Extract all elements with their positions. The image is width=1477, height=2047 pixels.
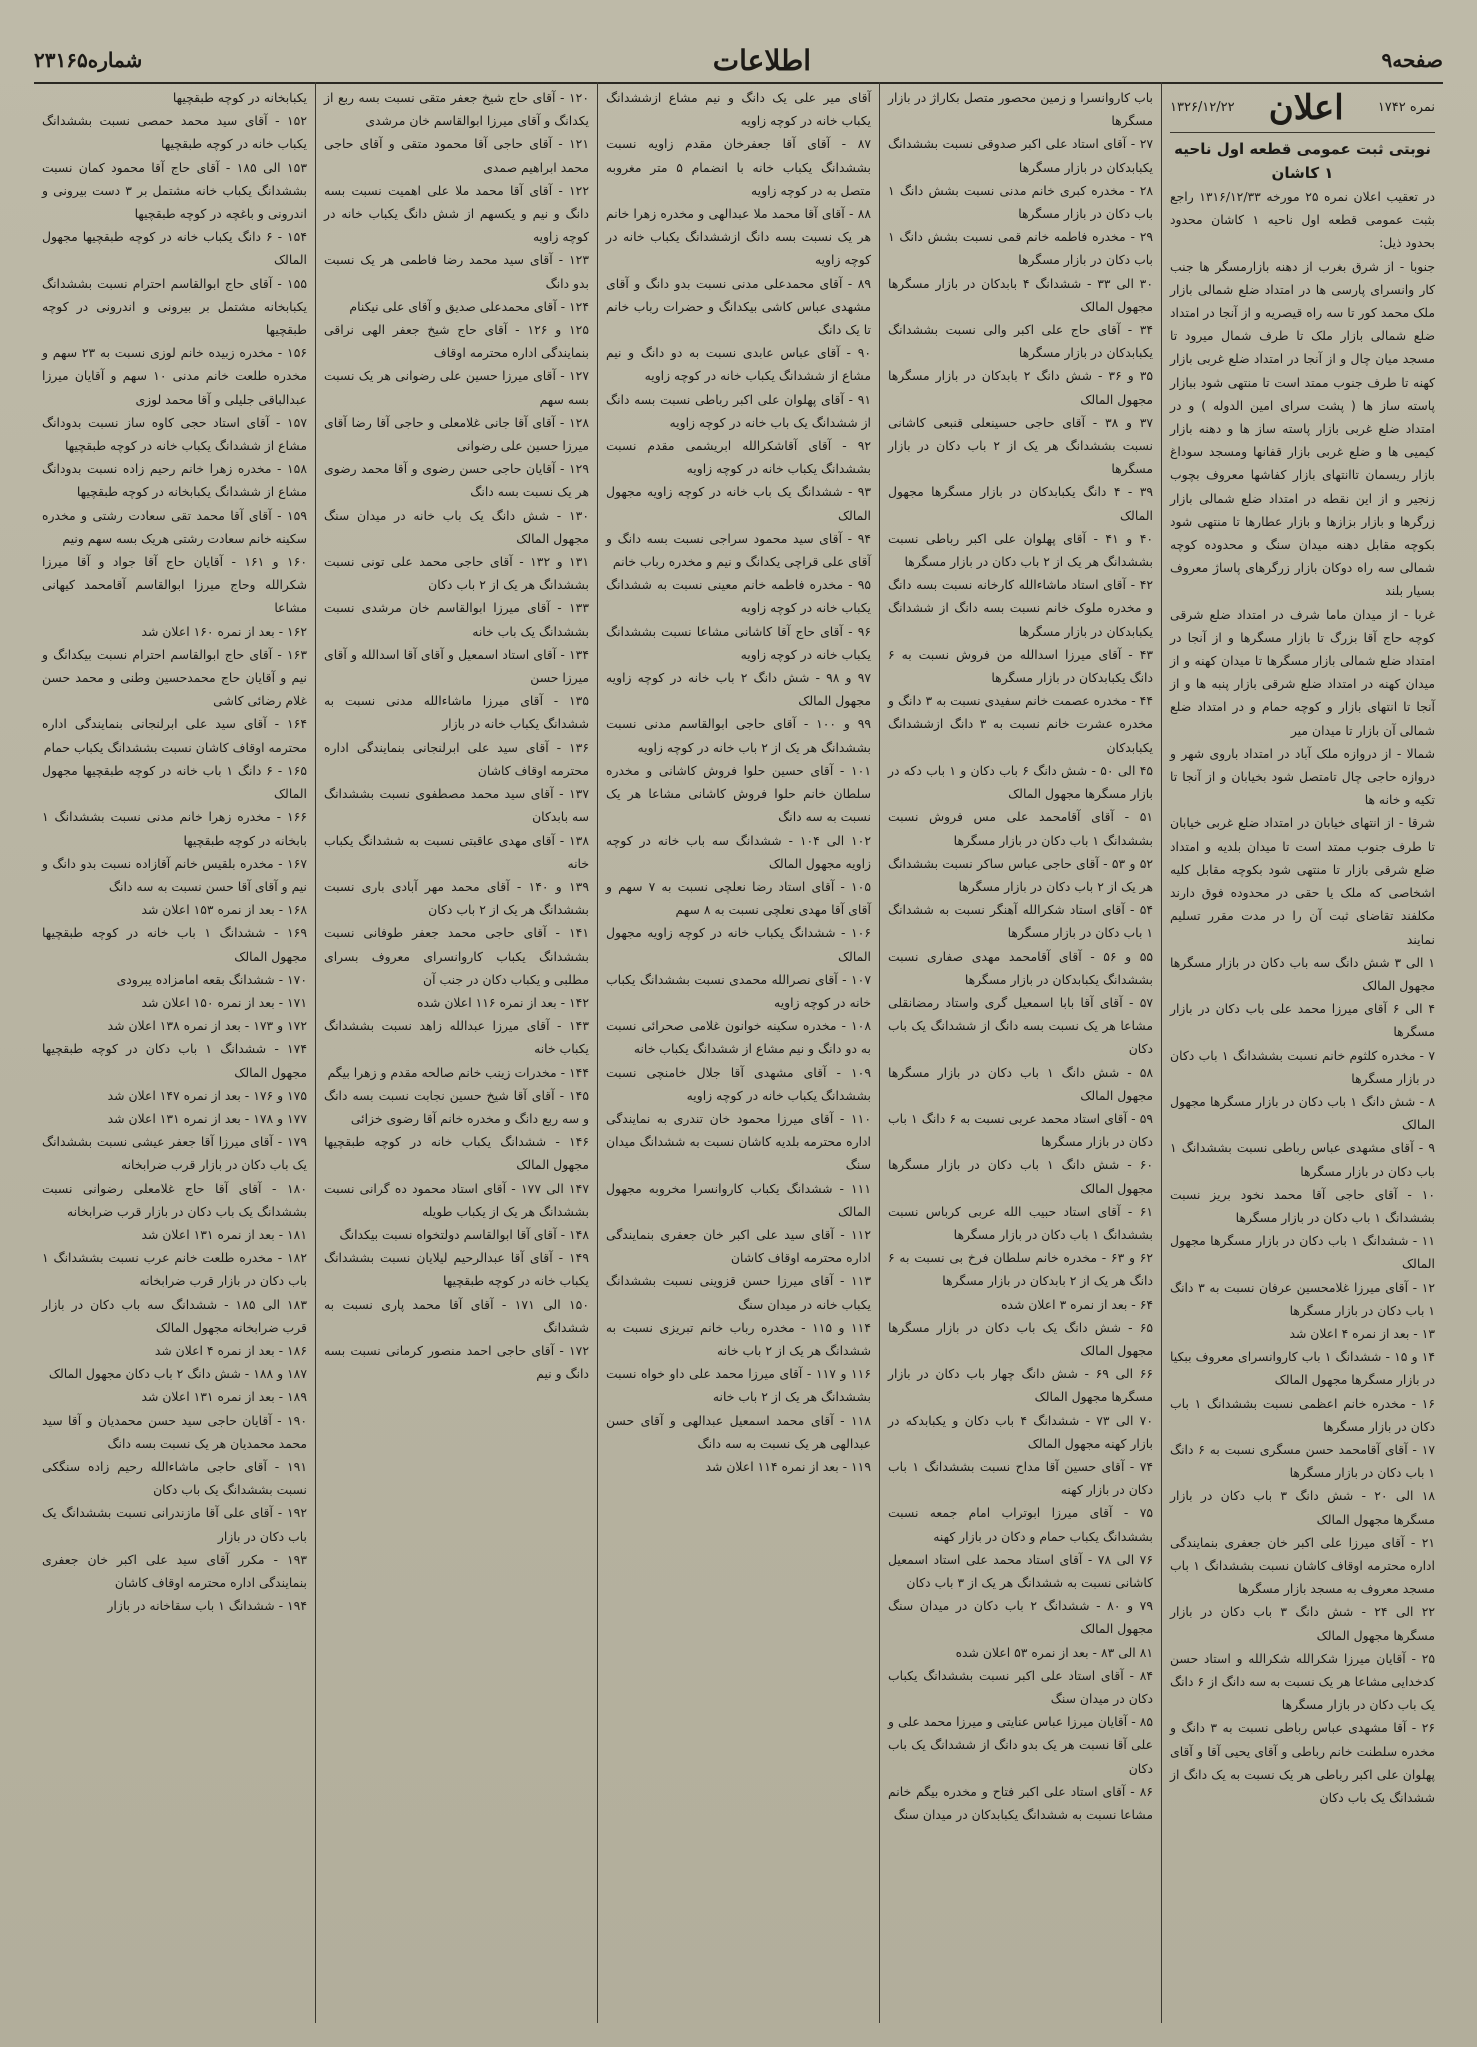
notice-entry: ۱۷۴ - ششدانگ ۱ باب دکان در کوچه طبقچیها مجهول المالک: [42, 1041, 307, 1080]
column-4: [315, 82, 597, 2023]
notice-entry: ۱۴۱ - آقای حاجی محمد جعفر طوفانی نسبت بششدانگ یکباب کاروانسرای معروف بسرای مطلبی و یکباب دکان در جنب آن: [324, 925, 589, 987]
column-1: [1161, 82, 1443, 2023]
notice-entry: ۱۳۸ - آقای مهدی عاقبتی نسبت به ششدانگ یکباب خانه: [324, 832, 589, 871]
notice-entry: ۸۸ - آقای آقا محمد ملا عبدالهی و مخدره زهرا خانم هر یک نسبت بسه دانگ ازششدانگ یکباب خانه در کوچه زاویه: [606, 206, 871, 268]
column-1-body: [1170, 185, 1435, 1809]
notice-entry: ۶۵ - شش دانگ یک باب دکان در بازار مسگرها مجهول المالک: [888, 1319, 1153, 1358]
notice-entry: ۹۹ و ۱۰۰ - آقای حاجی ابوالقاسم مدنی نسبت بششدانگ هر یک از ۲ باب خانه در کوچه زاویه: [606, 716, 871, 755]
notice-entry: ۱۶۹ - ششدانگ ۱ باب خانه در کوچه طبقچیها مجهول المالک: [42, 925, 307, 964]
notice-entry: ۱۷۵ و ۱۷۶ - بعد از نمره ۱۴۷ اعلان شد: [107, 1087, 307, 1103]
notice-entry: ۷۴ - آقای حسین آقا مداح نسبت بششدانگ ۱ باب دکان در بازار کهنه: [888, 1458, 1154, 1498]
notice-entry: ۷۰ الی ۷۳ - ششدانگ ۴ باب دکان و یکبابدکه در بازار کهنه مجهول المالک: [888, 1412, 1153, 1451]
notice-entry: ۱۳۹ و ۱۴۰ - آقای محمد مهر آبادی باری نسبت بششدانگ هر یک از ۲ باب دکان: [324, 878, 589, 918]
notice-entry: ۱۲۴ - آقای محمدعلی صدیق و آقای علی نیکنام: [349, 298, 589, 314]
notice-entry: ۹۲ - آقای آقاشکرالله ابریشمی مقدم نسبت بششدانگ یکباب خانه در کوچه زاویه: [606, 438, 871, 477]
notice-entry: ۱۶۳ - آقای حاج ابوالقاسم احترام نسبت بیکدانگ و نیم و آقایان حاج محمدحسین وطنی و محمد حسن غلام رضائی کاشی: [42, 646, 307, 709]
notice-entry: جنوبا - از شرق بغرب از دهنه بازارمسگر ها جنب کار وانسرای پارسی ها در امتداد ضلع شمالی بازار ملک محمد کور تا سه راه قیصریه و از آنجا در امتداد ضلع شمالی بازار ملک تا طرف شمال میرود تا مسجد میان چال و از آنجا در امتداد ضلع غربی بازار کهنه تا طرف جنوب ممتد است تا منتهی شود ببازار پاسته ساز ها ( پشت سرای امین الدوله ) و در امتداد ضلع غربی بازار پاسته ساز ها و دهنه بازار کیمیی ها و ضلع غربی بازار قفانها ومسجد سوداغ بازار ریسمان تاانتهای بازار کفاشها معروف بچوب زنجیر و از این نقطه در امتداد ضلع شمالی بازار زرگرها و بازار بزازها و بازار عطارها تا منتهی شود بکوچه مقابل دهنه میدان سنگ و محدوده کوچه شمالی سه راه دوکان بازار زرگرهای پاساژ معروف بسیار بلند: [1170, 258, 1435, 599]
issue-number: شماره۲۳۱۶۵: [34, 48, 143, 72]
notice-entry: ۱۱۲ - آقای سید علی اکبر خان جعفری بنمایندگی اداره محترمه اوقاف کاشان: [606, 1226, 871, 1266]
notice-entry: ۱۴۷ الی ۱۷۷ - آقای استاد محمود ده گرانی نسبت بششدانگ هر یک از یکباب طویله: [324, 1180, 589, 1219]
notice-entry: ۱۸۳ الی ۱۸۵ - ششدانگ سه باب دکان در بازار قرب ضرابخانه مجهول المالک: [42, 1296, 307, 1335]
notice-entry: ۱۵۵ - آقای حاج ابوالقاسم احترام نسبت بششدانگ یکبابخانه مشتمل بر بیرونی و اندرونی در کوچه طبقچیها: [42, 275, 307, 338]
notice-entry: ۱۶۰ و ۱۶۱ - آقایان حاج آقا جواد و آقا میرزا شکرالله وحاج میرزا ابوالقاسم آقامحمد کیهانی مشاعا: [42, 554, 307, 616]
notice-entry: ۲۲ الی ۲۴ - شش دانگ ۳ باب دکان در بازار مسگرها مجهول المالک: [1170, 1604, 1435, 1643]
notice-entry: ۱۰۲ الی ۱۰۴ - ششدانگ سه باب خانه در کوچه زاویه مجهول المالک: [606, 832, 871, 871]
notice-entry: ۱۳۵ - آقای میرزا ماشاءالله مدنی نسبت به ششدانگ یکباب خانه در بازار: [324, 693, 589, 732]
notice-entry: ۱۹۳ - مکرر آقای سید علی اکبر خان جعفری بنمایندگی اداره محترمه اوقاف کاشان: [42, 1551, 307, 1590]
notice-entry: ۶۱ - آقای استاد حبیب الله عربی کرباس نسبت بششدانگ ۱ باب دکان در بازار مسگرها: [888, 1203, 1153, 1242]
notice-entry: ۱۳۶ - آقای سید علی ابرلنجانی بنمایندگی اداره محترمه اوقاف کاشان: [324, 739, 589, 778]
notice-entry: ۱۰۱ - آقای حسین حلوا فروش کاشانی و مخدره سلطان خانم حلوا فروش کاشانی مشاعا هر یک نسبت به سه دانگ: [606, 762, 871, 825]
page-number: صفحه۹: [1381, 48, 1443, 72]
newspaper-name: اطلاعات: [712, 43, 812, 77]
notice-entry: ۹۳ - ششدانگ یک باب خانه در کوچه زاویه مجهول المالک: [606, 484, 871, 523]
notice-entry: ۱۵۷ - آقای استاد حجی کاوه ساز نسبت بدودانگ مشاع از ششدانگ یکباب خانه در کوچه طبقچیها: [42, 414, 307, 454]
notice-entry: ۱۶۷ - مخدره بلقیس خانم آقازاده نسبت بدو دانگ و نیم و آقای آقا حسن نسبت به سه دانگ: [42, 855, 307, 894]
notice-entry: ۴ الی ۶ آقای میرزا محمد علی باب دکان در بازار مسگرها: [1170, 1001, 1435, 1040]
notice-entry: ۹۶ - آقای حاج آقا کاشانی مشاعا نسبت بششدانگ یکباب خانه در کوچه زاویه: [606, 623, 871, 662]
notice-entry: غربا - از میدان ماما شرف در امتداد ضلع شرقی کوچه حاج آقا بزرگ تا بازار مسگرها و از آنجا در امتداد ضلع شمالی بازار مسگرها تا میدان کهنه و از میدان کهنه در امتداد ضلع شرقی بازار پنبه ها و از آنجا تا انتهای بازار و کوچه حمام و در امتداد ضلع شمالی آن بازار تا میدان میر: [1170, 606, 1435, 738]
notice-entry: ۱۲۷ - آقای میرزا حسین علی رضوانی هر یک نسبت بسه سهم: [324, 368, 589, 407]
notice-entry: ۲۷ - آقای استاد علی اکبر صدوقی نسبت بششدانگ یکبابدکان در بازار مسگرها: [888, 136, 1153, 175]
notice-entry: ۱۹۲ - آقای علی آقا مازندرانی نسبت بششدانگ یک باب دکان در بازار: [42, 1505, 307, 1544]
masthead: [34, 38, 1443, 84]
notice-entry: ۱۷ - آقای آقامحمد حسن مسگری نسبت به ۶ دانگ ۱ باب دکان در بازار مسگرها: [1170, 1441, 1436, 1481]
notice-entry: ۱۴۵ - آقای آقا شیخ حسین نجابت نسبت بسه دانگ و سه ربع دانگ و مخدره خانم آقا رضوی خزائی: [324, 1087, 589, 1126]
notice-entry: ۱۸۹ - بعد از نمره ۱۳۱ اعلان شد: [141, 1389, 307, 1405]
notice-entry: ۷۶ الی ۷۸ - آقای استاد محمد علی استاد اسمعیل کاشانی نسبت به ششدانگ هر یک از ۳ باب دکان: [888, 1551, 1153, 1590]
notice-entry: ۱۱۱ - ششدانگ یکباب کاروانسرا مخروبه مجهول المالک: [606, 1180, 871, 1219]
notice-entry: ۱۲۸ - آقای آقا جانی غلامعلی و حاجی آقا رضا آقای میرزا حسین علی رضوانی: [324, 414, 589, 454]
notice-entry: ۱۵۳ الی ۱۸۵ - آقای حاج آقا محمود کمان نسبت بششدانگ یکباب خانه مشتمل بر ۳ دست بیرونی و اندرونی و باغچه در کوچه طبقچیها: [42, 159, 307, 222]
notice-entry: ۱۲۲ - آقای آقا محمد ملا علی اهمیت نسبت بسه دانگ و نیم و یکسهم از شش دانگ یکباب خانه در کوچه زاویه: [324, 182, 589, 245]
notice-subtitle: نوبتی ثبت عمومی قطعه اول ناحیه ۱ کاشان: [1174, 140, 1431, 182]
notice-entry: ۱۵۶ - مخدره زبیده خانم لوزی نسبت به ۲۳ سهم و مخدره طلعت خانم مدنی ۱۰ سهم و آقایان میرزا عبدالباقی جلیلی و آقا محمد لوزی: [42, 345, 308, 407]
notice-entry: ۱۳ - بعد از نمره ۴ اعلان شد: [1289, 1325, 1435, 1341]
notice-entry: ۱۸۱ - بعد از نمره ۱۳۱ اعلان شد: [141, 1226, 307, 1242]
notice-entry: ۵۹ - آقای استاد محمد عربی نسبت به ۶ دانگ ۱ باب دکان در بازار مسگرها: [888, 1110, 1153, 1150]
notice-entry: ۱۰۷ - آقای نصرالله محمدی نسبت بششدانگ یکباب خانه در کوچه زاویه: [606, 971, 871, 1010]
notice-entry: ۱۱۳ - آقای میرزا حسن قزوینی نسبت بششدانگ یکباب خانه در میدان سنگ: [606, 1273, 871, 1312]
column-3-body: [606, 86, 871, 1478]
column-4-body: [324, 86, 589, 1385]
notice-entry: ۱۸ الی ۲۰ - شش دانگ ۳ باب دکان در بازار مسگرها مجهول المالک: [1170, 1488, 1435, 1527]
notice-entry: ۳۷ و ۳۸ - آقای حاجی حسینعلی قنبعی کاشانی نسبت بششدانگ هر یک از ۲ باب دکان در بازار مسگرها: [888, 414, 1153, 477]
notice-header: [1170, 86, 1435, 133]
notice-entry: ۱۵۴ - ۶ دانگ یکباب خانه در کوچه طبقچیها مجهول المالک: [42, 229, 307, 268]
columns-container: [34, 82, 1443, 2023]
notice-entry: ۱۱۶ و ۱۱۷ - آقای میرزا محمد علی داو خواه نسبت بششدانگ هر یک از ۲ باب خانه: [606, 1366, 871, 1405]
notice-entry: ۱۱۹ - بعد از نمره ۱۱۴ اعلان شد: [705, 1458, 871, 1474]
notice-entry: ۱۷۱ - بعد از نمره ۱۵۰ اعلان شد: [141, 994, 307, 1010]
notice-entry: ۱۸۰ - آقای آقا حاج غلامعلی رضوانی نسبت بششدانگ یک باب دکان در بازار قرب ضرابخانه: [42, 1180, 307, 1219]
notice-entry: ۴۴ - مخدره عصمت خانم سفیدی نسبت به ۳ دانگ و مخدره عشرت خانم نسبت به ۳ دانگ ازششدانگ یکبابدکان: [888, 693, 1153, 755]
notice-entry: ۱۵۸ - مخدره زهرا خانم رحیم زاده نسبت بدودانگ مشاع از ششدانگ یکبابخانه در کوچه طبقچیها: [42, 461, 307, 500]
notice-entry: ۹۰ - آقای عباس عابدی نسبت به دو دانگ و نیم مشاع از ششدانگ یکباب خانه در کوچه زاویه: [606, 345, 871, 384]
notice-entry: ۱۴۲ - بعد از نمره ۱۱۶ اعلان شده: [417, 994, 589, 1010]
notice-entry: ۶۲ و ۶۳ - مخدره خانم سلطان فرخ بی نسبت به ۶ دانگ هر یک از ۲ بابدکان در بازار مسگرها: [888, 1250, 1153, 1289]
notice-entry: ۴۵ الی ۵۰ - شش دانگ ۶ باب دکان و ۱ باب دکه در بازار مسگرها مجهول المالک: [888, 762, 1153, 802]
notice-entry: ۱۲۵ و ۱۲۶ - آقای حاج شیخ جعفر الهی نراقی بنمایندگی اداره محترمه اوقاف: [324, 322, 589, 361]
notice-entry: ۱۰۶ - ششدانگ یکباب خانه در کوچه زاویه مجهول المالک: [606, 925, 871, 964]
notice-entry: شرقا - از انتهای خیابان در امتداد ضلع غربی خیابان تا طرف جنوب ممتد است تا میدان بلدیه و امتداد ضلع شرقی بازار تا منتهی شود بکوچه مقابل کلیه اشخاصی که ملک یا حقی در محدوده فوق دارند مکلفند تقاضای ثبت آن را در مدت مقرر تسلیم نمایند: [1170, 815, 1435, 947]
notice-entry: ۱۷۰ - ششدانگ بقعه امامزاده یبرودی: [116, 971, 307, 987]
notice-entry: آقای میر علی یک دانگ و نیم مشاع ازششدانگ یکباب خانه در کوچه زاویه: [606, 90, 871, 129]
column-5-body: [42, 86, 307, 1617]
notice-entry: ۸۷ - آقای آقا جعفرخان مقدم زاویه نسبت بششدانگ یکباب خانه با انضمام ۵ متر مغروبه متصل به در کوچه زاویه: [606, 136, 871, 198]
notice-number: نمره ۱۷۴۲: [1377, 100, 1435, 116]
notice-entry: ۴۲ - آقای استاد ماشاءالله کارخانه نسبت بسه دانگ و مخدره ملوک خانم نسبت بسه دانگ از ششدانگ یکبابدکان در بازار مسگرها: [888, 577, 1153, 639]
notice-entry: ۲۵ - آقایان میرزا شکرالله شکرالله و استاد حسن کدخدایی مشاعا هر یک نسبت به سه دانگ از ۶ دانگ یک باب دکان در بازار مسگرها: [1170, 1650, 1436, 1713]
notice-entry: ۷۹ و ۸۰ - ششدانگ ۲ باب دکان در میدان سنگ مجهول المالک: [888, 1598, 1153, 1637]
column-2-body: [888, 86, 1153, 1826]
notice-entry: ۱۲ - آقای میرزا غلامحسین عرفان نسبت به ۳ دانگ ۱ باب دکان در بازار مسگرها: [1170, 1279, 1436, 1318]
notice-entry: ۱۳۳ - آقای میرزا ابوالقاسم خان مرشدی نسبت بششدانگ یک باب خانه: [324, 600, 589, 639]
notice-entry: ۸۴ - آقای استاد علی اکبر نسبت بششدانگ یکباب دکان در میدان سنگ: [888, 1667, 1153, 1707]
notice-entry: ۱۰۹ - آقای مشهدی آقا جلال خامنچی نسبت بششدانگ یکباب خانه در کوچه زاویه: [606, 1064, 871, 1103]
notice-entry: ۱۷۷ و ۱۷۸ - بعد از نمره ۱۳۱ اعلان شد: [107, 1110, 307, 1126]
notice-entry: ۴۳ - آقای میرزا اسدالله من فروش نسبت به ۶ دانگ یکبابدکان در بازار مسگرها: [888, 646, 1153, 686]
notice-entry: ۱۴۴ - مخدرات زینب خانم صالحه مقدم و زهرا بیگم: [327, 1064, 589, 1080]
notice-entry: ۹ - آقای مشهدی عباس رباطی نسبت بششدانگ ۱ باب دکان در بازار مسگرها: [1170, 1140, 1435, 1179]
notice-entry: ۵۴ - آقای استاد شکرالله آهنگر نسبت به ششدانگ ۱ باب دکان در بازار مسگرها: [888, 902, 1153, 941]
notice-entry: ۱۷۹ - آقای میرزا آقا جعفر عیشی نسبت بششدانگ یک باب دکان در بازار قرب ضرابخانه: [42, 1134, 307, 1173]
notice-entry: ۱۴۳ - آقای میرزا عبدالله زاهد نسبت بششدانگ یکباب خانه: [324, 1018, 589, 1057]
column-3: [597, 82, 879, 2023]
notice-entry: ۸۹ - آقای محمدعلی مدنی نسبت بدو دانگ و آقای مشهدی عباس کاشی بیکدانگ و حضرات رباب خانم تا یک دانگ: [606, 275, 871, 338]
notice-entry: ۱۲۱ - آقای حاجی آقا محمود متقی و آقای حاجی محمد ابراهیم صمدی: [324, 136, 589, 175]
notice-entry: ۲۸ - مخدره کبری خانم مدنی نسبت بشش دانگ ۱ باب دکان در بازار مسگرها: [888, 182, 1153, 222]
notice-entry: ۱۰ - آقای حاجی آقا محمد نخود بریز نسبت بششدانگ ۱ باب دکان در بازار مسگرها: [1170, 1186, 1435, 1225]
notice-entry: ۱۵۹ - آقای آقا محمد تقی سعادت رشتی و مخدره سکینه خانم سعادت رشتی هریک بسه سهم ونیم: [42, 507, 307, 546]
notice-entry: ۸۶ - آقای استاد علی اکبر فتاح و مخدره بیگم خانم مشاعا نسبت به ششدانگ یکبابدکان در میدان سنگ: [888, 1783, 1153, 1823]
notice-entry: ۹۷ و ۹۸ - شش دانگ ۲ باب خانه در کوچه زاویه مجهول المالک: [606, 670, 871, 709]
notice-entry: ۱۲۹ - آقایان حاجی حسن رضوی و آقا محمد رضوی هر یک نسبت بسه دانگ: [324, 461, 589, 500]
notice-entry: ۱۸۲ - مخدره طلعت خانم عرب نسبت بششدانگ ۱ باب دکان در بازار قرب ضرابخانه: [42, 1250, 307, 1289]
notice-entry: ۹۴ - آقای سید محمود سراجی نسبت بسه دانگ و آقای علی قراچی یکدانگ و نیم و مخدره رباب خانم: [606, 530, 871, 570]
notice-entry: ۹۵ - مخدره فاطمه خانم معینی نسبت به ششدانگ یکباب خانه در کوچه زاویه: [606, 577, 871, 616]
notice-entry: ۱۴ و ۱۵ - ششدانگ ۱ باب کاروانسرای معروف ببکیا در بازار مسگرها مجهول المالک: [1170, 1349, 1435, 1388]
notice-entry: ۵۲ و ۵۳ - آقای حاجی عباس ساکر نسبت بششدانگ هر یک از ۲ باب دکان در بازار مسگرها: [888, 855, 1153, 894]
notice-entry: ۱۱ - ششدانگ ۱ باب دکان در بازار مسگرها مجهول المالک: [1170, 1233, 1435, 1272]
notice-entry: ۱۳۰ - شش دانگ یک باب خانه در میدان سنگ مجهول المالک: [324, 507, 589, 546]
notice-entry: ۹۱ - آقای پهلوان علی اکبر رباطی نسبت بسه دانگ از ششدانگ یک باب خانه در کوچه زاویه: [606, 391, 871, 430]
notice-entry: ۸۵ - آقایان میرزا عباس عنایتی و میرزا محمد علی و علی آقا نسبت هر یک بدو دانگ از ششدانگ یک باب دکان: [888, 1714, 1153, 1776]
notice-entry: ۱۳۷ - آقای سید محمد مصطفوی نسبت بششدانگ سه بابدکان: [324, 786, 589, 825]
notice-entry: ۱۰۸ - مخدره سکینه خوانون غلامی صحرائی نسبت به دو دانگ و نیم مشاع از ششدانگ یکباب خانه: [606, 1018, 871, 1057]
notice-entry: ۳۹ - ۴ دانگ یکبابدکان در بازار مسگرها مجهول المالک: [888, 484, 1153, 523]
notice-entry: ۱۲۰ - آقای حاج شیخ جعفر متقی نسبت بسه ربع از یکدانگ و آقای میرزا ابوالقاسم خان مرشدی: [324, 90, 589, 129]
notice-entry: ۸ - شش دانگ ۱ باب دکان در بازار مسگرها مجهول المالک: [1170, 1093, 1435, 1133]
notice-date: ۱۳۲۶/۱۲/۲۲: [1170, 100, 1235, 116]
notice-entry: ۱۸۶ - بعد از نمره ۴ اعلان شد: [154, 1342, 307, 1358]
notice-entry: ۱۹۱ - آقای حاجی ماشاءالله رحیم زاده سنگکی نسبت بششدانگ یک باب دکان: [42, 1458, 307, 1498]
notice-entry: ۱۴۶ - ششدانگ یکباب خانه در کوچه طبقچیها مجهول المالک: [324, 1134, 589, 1173]
notice-entry: باب کاروانسرا و زمین محصور متصل بکاراژ در بازار مسگرها: [888, 90, 1153, 129]
notice-entry: ۷ - مخدره کلثوم خانم نسبت بششدانگ ۱ باب دکان در بازار مسگرها: [1170, 1047, 1436, 1086]
notice-entry: ۶۶ الی ۶۹ - شش دانگ چهار باب دکان در بازار مسگرها مجهول المالک: [888, 1366, 1153, 1405]
notice-entry: ۱۳۱ و ۱۳۲ - آقای حاجی محمد علی تونی نسبت بششدانگ هر یک از ۲ باب دکان: [324, 554, 589, 593]
notice-entry: ۱ الی ۳ شش دانگ سه باب دکان در بازار مسگرها مجهول المالک: [1170, 954, 1435, 993]
notice-title: اعلان: [1268, 88, 1344, 128]
notice-entry: شمالا - از دروازه ملک آباد در امتداد باروی شهر و دروازه حاجی چال تامتصل شود بخیابان و از آنجا تا تکیه و خانه ها: [1170, 745, 1435, 808]
column-2: [879, 82, 1161, 2023]
notice-entry: ۱۲۳ - آقای سید محمد رضا فاطمی هر یک نسبت بدو دانگ: [324, 252, 589, 291]
notice-entry: ۲۶ - آقا مشهدی عباس رباطی نسبت به ۳ دانگ و مخدره سلطنت خانم رباطی و آقای یحیی آقا و آقای پهلوان علی اکبر رباطی هر یک نسبت به یک دانگ از ششدانگ یک باب دکان: [1170, 1720, 1435, 1806]
notice-entry: ۳۴ - آقای حاج علی اکبر والی نسبت بششدانگ یکبابدکان در بازار مسگرها: [888, 322, 1153, 361]
notice-entry: ۸۱ الی ۸۳ - بعد از نمره ۵۳ اعلان شده: [955, 1644, 1153, 1660]
notice-entry: ۱۶۸ - بعد از نمره ۱۵۳ اعلان شد: [141, 902, 307, 918]
notice-entry: ۱۱۸ - آقای محمد اسمعیل عبدالهی و آقای حسن عبدالهی هر یک نسبت به سه دانگ: [606, 1412, 871, 1451]
notice-entry: ۱۰۵ - آقای استاد رضا نعلچی نسبت به ۷ سهم و آقای آقا مهدی نعلچی نسبت به ۸ سهم: [606, 878, 871, 918]
notice-entry: ۵۸ - شش دانگ ۱ باب دکان در بازار مسگرها مجهول المالک: [888, 1064, 1154, 1103]
notice-entry: ۱۷۲ و ۱۷۳ - بعد از نمره ۱۳۸ اعلان شد: [107, 1018, 307, 1034]
notice-entry: ۵۱ - آقای آقامحمد علی مس فروش نسبت بششدانگ ۱ باب دکان در بازار مسگرها: [888, 809, 1153, 848]
notice-entry: ۱۱۰ - آقای میرزا محمود خان تندری به نمایندگی اداره محترمه بلدیه کاشان نسبت به ششدانگ میدان سنگ: [606, 1110, 871, 1173]
notice-entry: ۳۵ و ۳۶ - شش دانگ ۲ بابدکان در بازار مسگرها مجهول المالک: [888, 368, 1153, 407]
notice-entry: ۶۴ - بعد از نمره ۳ اعلان شده: [1000, 1296, 1153, 1312]
notice-entry: ۱۳۴ - آقای استاد اسمعیل و آقای آقا اسدالله و آقای میرزا حسن: [324, 646, 589, 686]
notice-entry: ۱۹۰ - آقایان حاجی سید حسن محمدیان و آقا سید محمد محمدیان هر یک نسبت بسه دانگ: [42, 1412, 307, 1451]
notice-entry: ۱۶ - مخدره خانم اعظمی نسبت بششدانگ ۱ باب دکان در بازار مسگرها: [1170, 1395, 1435, 1434]
notice-entry: ۱۹۴ - ششدانگ ۱ باب سقاخانه در بازار: [107, 1598, 307, 1614]
notice-entry: ۱۸۷ و ۱۸۸ - شش دانگ ۲ باب دکان مجهول المالک: [48, 1366, 307, 1382]
notice-entry: ۳۰ الی ۳۳ - ششدانگ ۴ بابدکان در بازار مسگرها مجهول المالک: [888, 275, 1153, 314]
notice-entry: ۱۶۶ - مخدره زهرا خانم مدنی نسبت بششدانگ ۱ بابخانه در کوچه طبقچیها: [42, 809, 307, 848]
notice-entry: ۵۷ - آقای آقا بابا اسمعیل گری واستاد رمضانقلی مشاعا هر یک نسبت بسه دانگ از ششدانگ یک باب دکان: [888, 994, 1153, 1057]
notice-entry: ۵۵ و ۵۶ - آقای آقامحمد مهدی صفاری نسبت بششدانگ یکبابدکان در بازار مسگرها: [888, 948, 1153, 987]
notice-entry: ۱۶۲ - بعد از نمره ۱۶۰ اعلان شد: [141, 623, 307, 639]
notice-entry: ۱۴۸ - آقای آقا ابوالقاسم دولتخواه نسبت بیکدانگ: [339, 1226, 589, 1242]
notice-entry: ۲۱ - آقای میرزا علی اکبر خان جعفری بنمایندگی اداره محترمه اوقاف کاشان نسبت بششدانگ ۱ باب مسجد معروف به مسجد بازار مسگرها: [1170, 1534, 1435, 1597]
notice-entry: ۱۵۰ الی ۱۷۱ - آقای آقا محمد پاری نسبت به ششدانگ: [324, 1296, 589, 1335]
notice-entry: ۶۰ - شش دانگ ۱ باب دکان در بازار مسگرها مجهول المالک: [888, 1157, 1154, 1196]
notice-entry: ۲۹ - مخدره فاطمه خانم قمی نسبت بشش دانگ ۱ باب دکان در بازار مسگرها: [888, 229, 1153, 268]
notice-entry: ۱۶۵ - ۶ دانگ ۱ باب خانه در کوچه طبقچیها مجهول المالک: [42, 762, 307, 802]
notice-entry: ۱۱۴ و ۱۱۵ - مخدره رباب خانم تبریزی نسبت به ششدانگ هر یک از ۲ باب خانه: [606, 1319, 871, 1358]
notice-entry: ۱۷۲ - آقای حاجی احمد منصور کرمانی نسبت بسه دانگ و نیم: [324, 1342, 589, 1382]
notice-entry: ۱۶۴ - آقای سید علی ابرلنجانی بنمایندگی اداره محترمه اوقاف کاشان نسبت بششدانگ یکباب حمام: [42, 716, 307, 755]
notice-entry: ۱۴۹ - آقای آقا عبدالرحیم لیلایان نسبت بششدانگ یکباب خانه در کوچه طبقچیها: [324, 1250, 589, 1289]
notice-entry: ۷۵ - آقای میرزا ابوتراب امام جمعه نسبت بششدانگ یکباب حمام و دکان در بازار کهنه: [888, 1505, 1153, 1544]
notice-entry: ۱۵۲ - آقای سید محمد حمصی نسبت بششدانگ یکباب خانه در کوچه طبقچیها: [42, 113, 307, 152]
notice-entry: ۴۰ و ۴۱ - آقای پهلوان علی اکبر رباطی نسبت بششدانگ هر یک از ۲ باب دکان در بازار مسگرها: [888, 530, 1153, 570]
notice-entry: یکبابخانه در کوچه طبقچیها: [172, 90, 307, 105]
notice-entry: در تعقیب اعلان نمره ۲۵ مورخه ۱۳۱۶/۱۲/۳۳ راجع بثبت عمومی قطعه اول ناحیه ۱ کاشان محدود بحدود ذیل:: [1170, 189, 1436, 251]
column-5: [34, 82, 315, 2023]
